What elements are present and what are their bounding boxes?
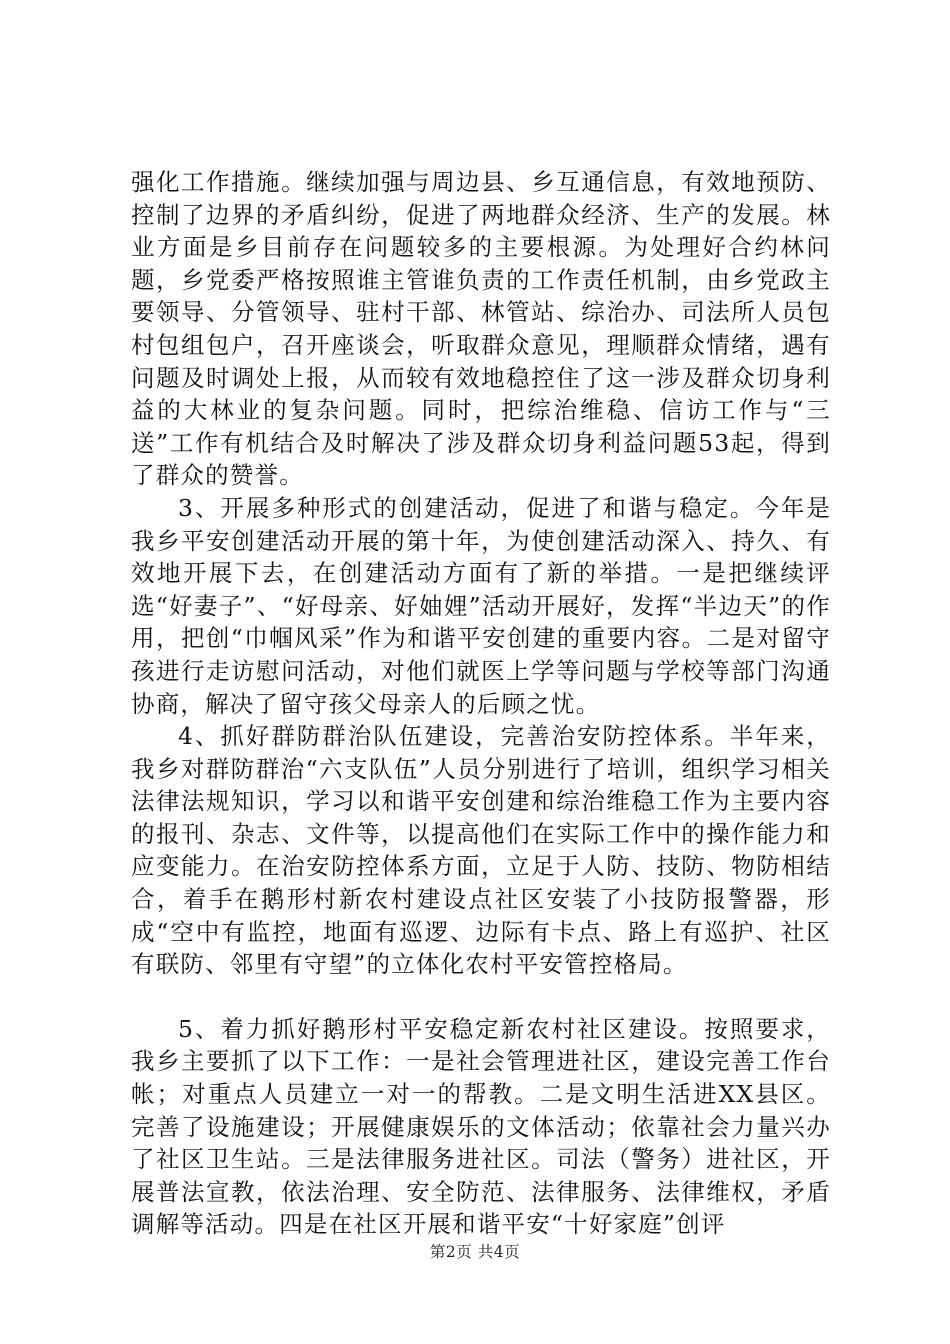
paragraph-item-5: 5、着力抓好鹅形村平安稳定新农村社区建设。按照要求，我乡主要抓了以下工作：一是社会管理进社区，建设完善工作台帐；对重点人员建立一对一的帮教。二是文明生活进XX县区。完善了设施建设；开展健康娱乐的文体活动；依靠社会力量兴办了社区卫生站。三是法律服务进社区。司法（警务）进社区，开展普法宣教，依法治理、安全防范、法律服务、法律维权，矛盾调解等活动。四是在社区开展和谐平安“十好家庭”创评 <box>131 1014 831 1239</box>
paragraph-measures: 强化工作措施。继续加强与周边县、乡互通信息，有效地预防、控制了边界的矛盾纠纷，促进了两地群众经济、生产的发展。林业方面是乡目前存在问题较多的主要根源。为处理好合约林问题，乡党委严格按照谁主管谁负责的工作责任机制，由乡党政主要领导、分管领导、驻村干部、林管站、综治办、司法所人员包村包组包户，召开座谈会，听取群众意见，理顺群众情绪，遇有问题及时调处上报，从而较有效地稳控住了这一涉及群众切身利益的大林业的复杂问题。同时，把综治维稳、信访工作与“三送”工作有机结合及时解决了涉及群众切身利益问题53起，得到了群众的赞誉。 <box>131 168 831 490</box>
page-number-label: 第2页 共4页 <box>429 1243 521 1261</box>
page-footer <box>0 1240 950 1262</box>
paragraph-item-4: 4、抓好群防群治队伍建设，完善治安防控体系。半年来，我乡对群防群治“六支队伍”人员分别进行了培训，组织学习相关法律法规知识，学习以和谐平安创建和综治维稳工作为主要内容的报刊、杂志、文件等，以提高他们在实际工作中的操作能力和应变能力。在治安防控体系方面，立足于人防、技防、物防相结合，着手在鹅形村新农村建设点社区安装了小技防报警器，形成“空中有监控，地面有巡逻、边际有卡点、路上有巡护、社区有联防、邻里有守望”的立体化农村平安管控格局。 <box>131 722 831 979</box>
document-body <box>131 166 831 1241</box>
paragraph-item-3: 3、开展多种形式的创建活动，促进了和谐与稳定。今年是我乡平安创建活动开展的第十年，为使创建活动深入、持久、有效地开展下去，在创建活动方面有了新的举措。一是把继续评选“好妻子”、“好母亲、好妯娌”活动开展好，发挥“半边天”的作用，把创“巾帼风采”作为和谐平安创建的重要内容。二是对留守孩进行走访慰问活动，对他们就医上学等问题与学校等部门沟通协商，解决了留守孩父母亲人的后顾之忧。 <box>131 493 831 718</box>
